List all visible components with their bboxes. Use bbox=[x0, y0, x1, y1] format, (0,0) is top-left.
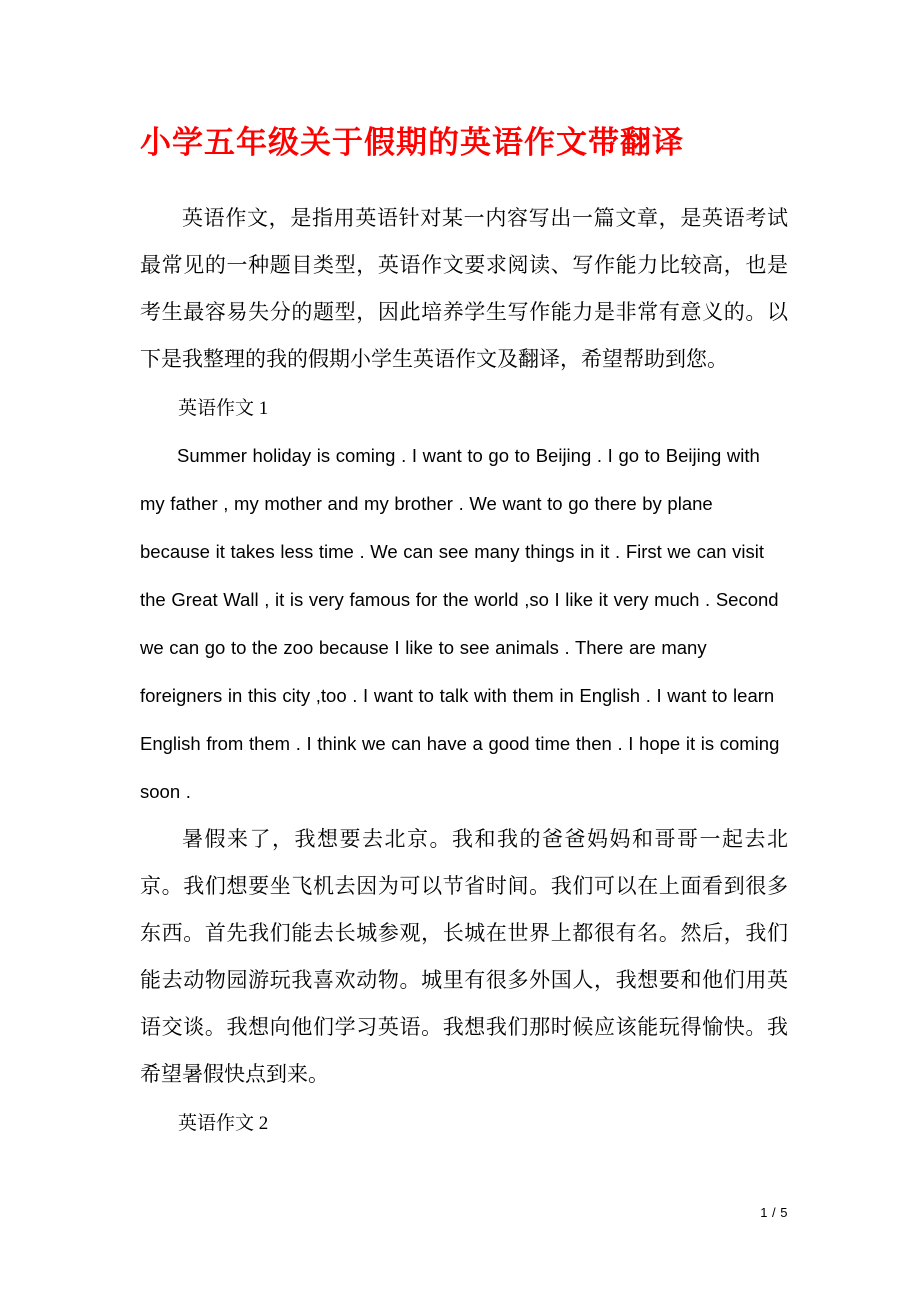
page-title: 小学五年级关于假期的英语作文带翻译 bbox=[140, 125, 684, 160]
document-content bbox=[140, 120, 788, 1147]
section-label-1: 英语作文 1 bbox=[178, 397, 269, 419]
essay-1-english: Summer holiday is coming . I want to go to Beijing . I go to Beijing with my father , my mother and my brother . We want to go there by plane because it takes less time . We can see many things in it . First we can visit the Great Wall , it is very famous for the world ,so I like it very much . Second we can go to the zoo because I like to see animals . There are many foreigners in this city ,too . I want to talk with them in English . I want to learn English from them . I think we can have a good time then . I hope it is coming soon . bbox=[140, 444, 780, 802]
page-number: 1 / 5 bbox=[760, 1205, 788, 1220]
essay-1-chinese: 暑假来了，我想要去北京。我和我的爸爸妈妈和哥哥一起去北京。我们想要坐飞机去因为可以节省时间。我们可以在上面看到很多东西。首先我们能去长城参观，长城在世界上都很有名。然后，我们能去动物园游玩我喜欢动物。城里有很多外国人，我想要和他们用英语交谈。我想向他们学习英语。我想我们那时候应该能玩得愉快。我希望暑假快点到来。 bbox=[140, 826, 788, 1086]
section-label-2: 英语作文 2 bbox=[178, 1112, 269, 1134]
intro-paragraph: 英语作文，是指用英语针对某一内容写出一篇文章，是英语考试最常见的一种题目类型，英语作文要求阅读、写作能力比较高，也是考生最容易失分的题型，因此培养学生写作能力是非常有意义的。以下是我整理的我的假期小学生英语作文及翻译，希望帮助到您。 bbox=[140, 205, 788, 371]
